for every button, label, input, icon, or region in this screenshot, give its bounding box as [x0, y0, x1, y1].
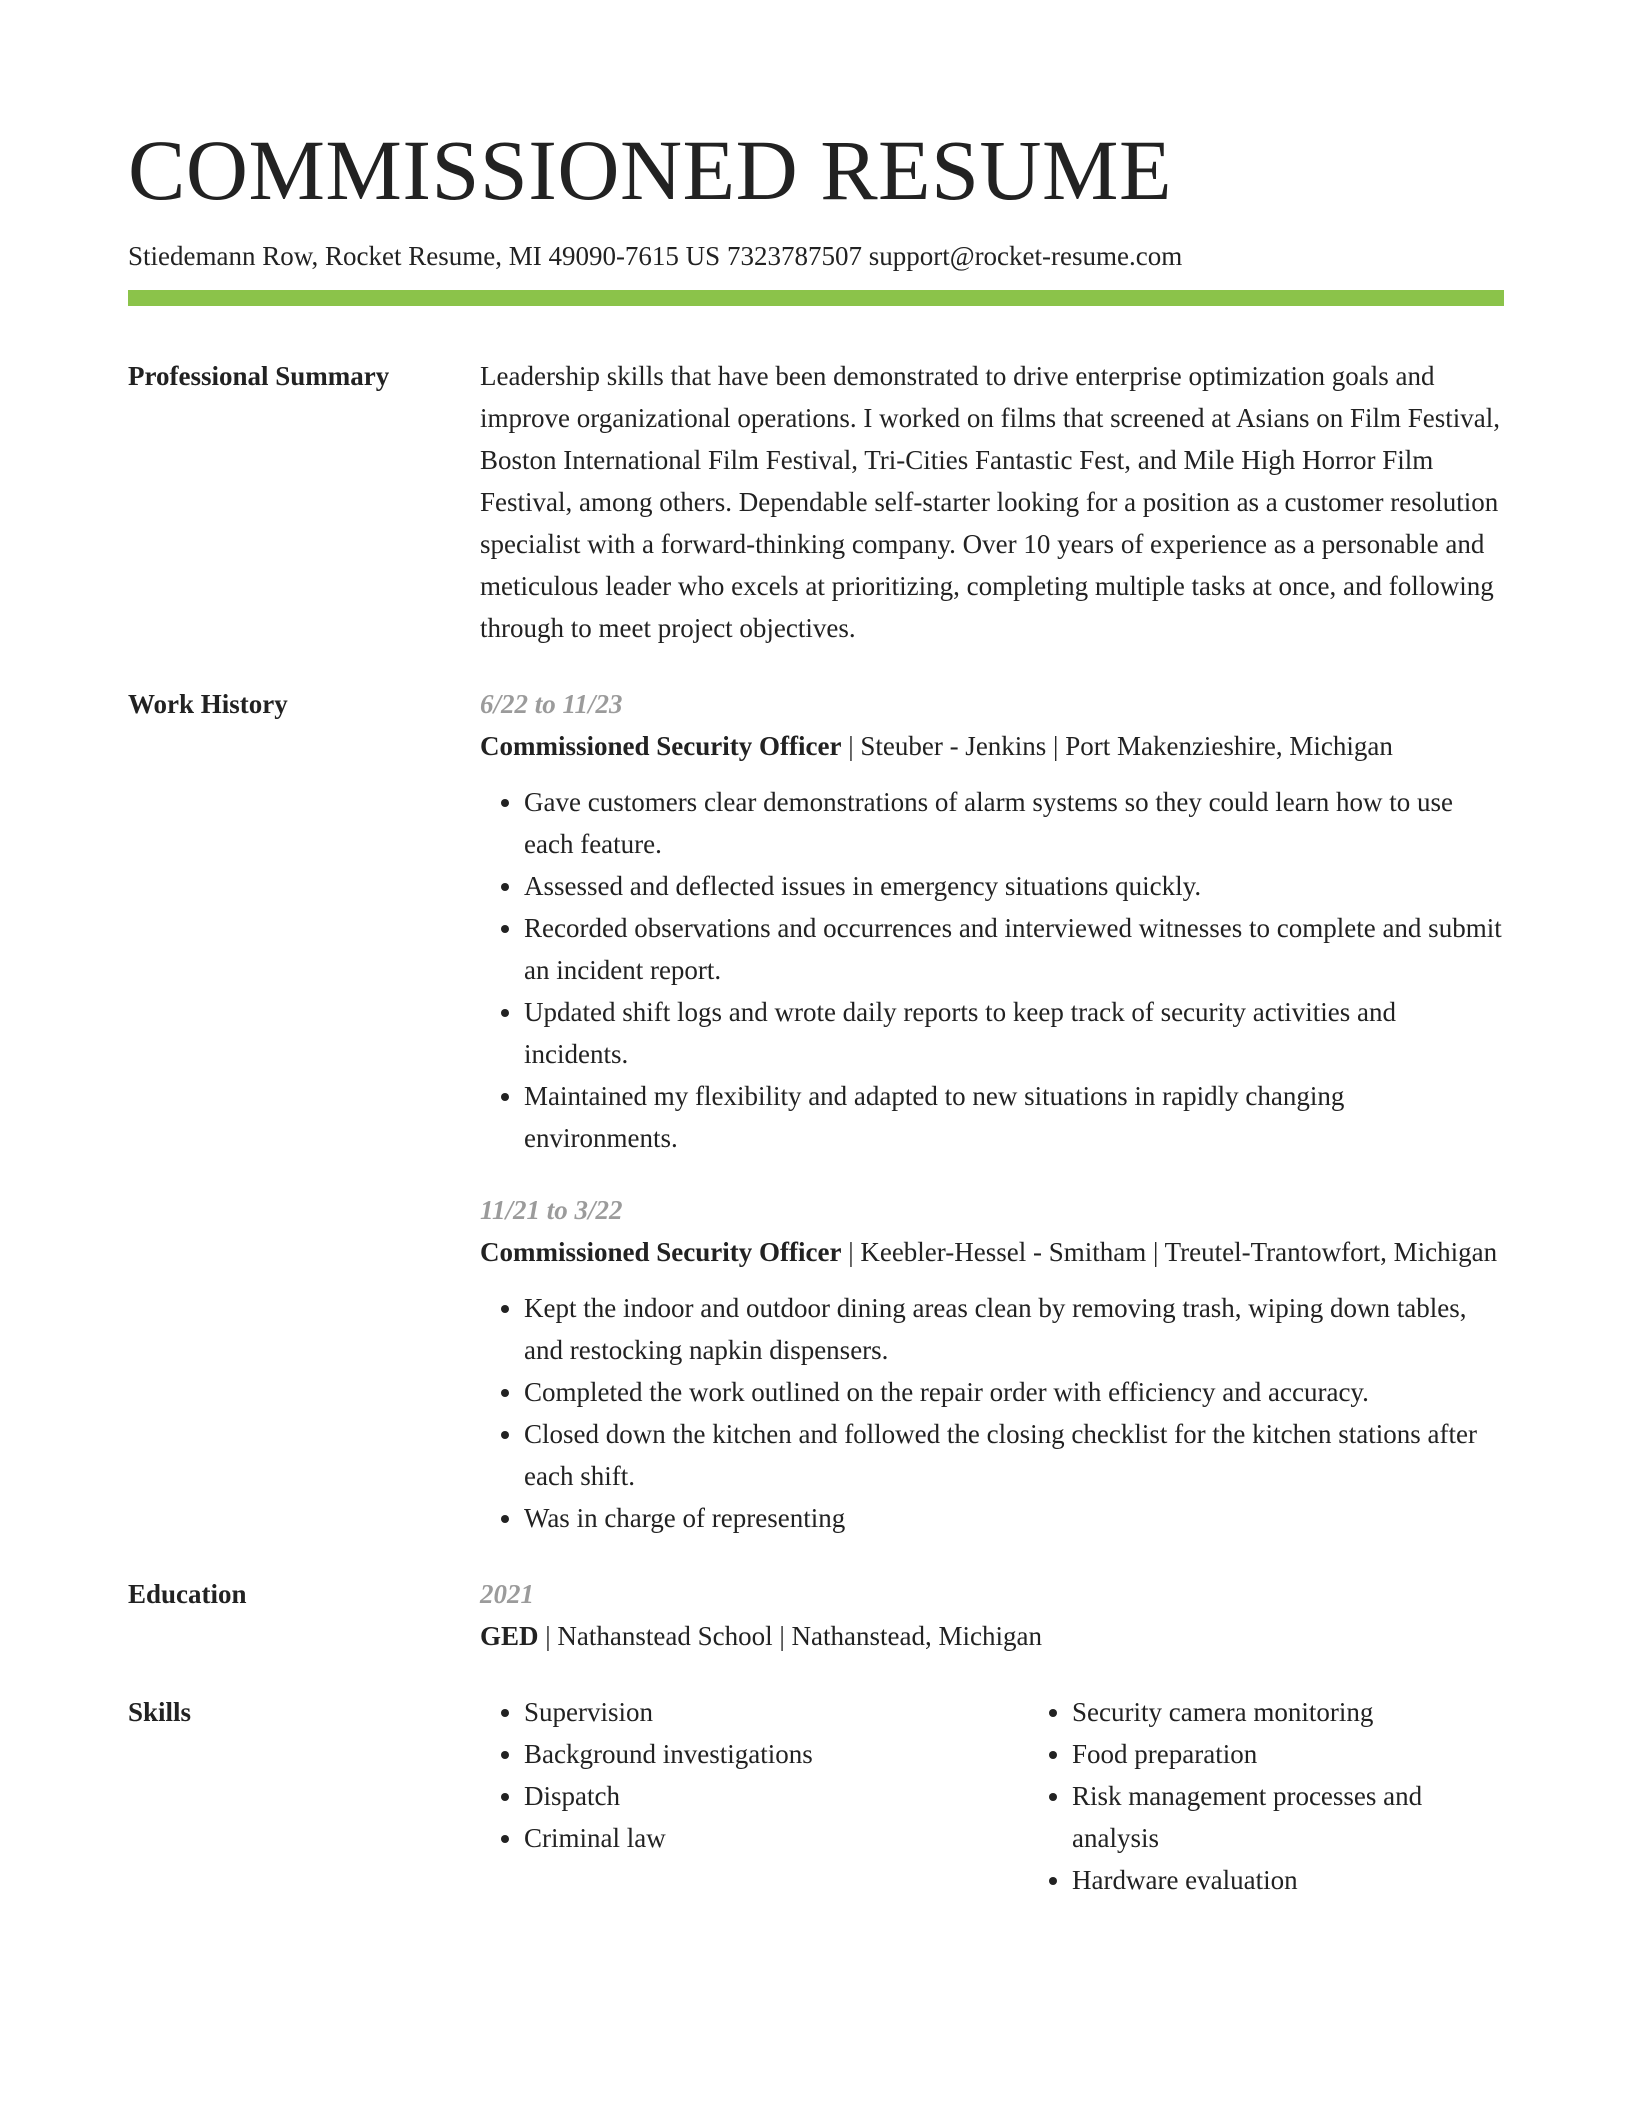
- contact-phone: 7323787507: [726, 241, 862, 271]
- contact-email: support@rocket-resume.com: [868, 241, 1183, 271]
- skill-item: • Hardware evaluation: [1072, 1859, 1504, 1901]
- skill-item: • Supervision: [524, 1691, 1028, 1733]
- summary-heading: Professional Summary: [128, 361, 390, 391]
- job-bullet: • Gave customers clear demonstrations of alarm systems so they could learn how to use each feature.: [524, 781, 1504, 865]
- job-bullet: • Updated shift logs and wrote daily reports to keep track of security activities and incidents.: [524, 991, 1504, 1075]
- job-bullet: • Maintained my flexibility and adapted to new situations in rapidly changing environments.: [524, 1075, 1504, 1159]
- job-dates: 6/22 to 11/23: [480, 689, 623, 719]
- job-dates: 11/21 to 3/22: [480, 1195, 623, 1225]
- skill-item: • Security camera monitoring: [1072, 1691, 1504, 1733]
- job-bullet: • Was in charge of representing: [524, 1497, 1504, 1539]
- job-entry: [480, 683, 1504, 1159]
- education-section: [128, 1573, 1504, 1657]
- job-bullet: • Recorded observations and occurrences and interviewed witnesses to complete and submit an incident report.: [524, 907, 1504, 991]
- job-bullet: • Completed the work outlined on the repair order with efficiency and accuracy.: [524, 1371, 1504, 1413]
- work-history-body: [480, 683, 1504, 1539]
- job-bullet: • Closed down the kitchen and followed the closing checklist for the kitchen stations after each shift.: [524, 1413, 1504, 1497]
- skill-item: • Food preparation: [1072, 1733, 1504, 1775]
- skill-item: • Criminal law: [524, 1817, 1028, 1859]
- skill-item: • Risk management processes and analysis: [1072, 1775, 1504, 1859]
- accent-divider: [128, 290, 1504, 306]
- job-title: Commissioned Security Officer: [480, 1237, 842, 1267]
- job-header: [480, 1231, 1504, 1273]
- education-year: 2021: [480, 1579, 534, 1609]
- skill-item: • Dispatch: [524, 1775, 1028, 1817]
- skills-body: [480, 1691, 1504, 1901]
- work-history-heading: Work History: [128, 689, 288, 719]
- summary-section: [128, 355, 1504, 649]
- resume-name: COMMISSIONED RESUME: [128, 122, 1173, 218]
- education-body: [480, 1573, 1504, 1657]
- skills-column-1: [480, 1691, 1028, 1901]
- skills-heading: Skills: [128, 1697, 192, 1727]
- job-bullets: [480, 1287, 1504, 1539]
- work-history-section: [128, 683, 1504, 1539]
- job-details: | Steuber - Jenkins | Port Makenzieshire, Michigan: [841, 731, 1393, 761]
- contact-line: [128, 238, 1504, 274]
- education-line: [480, 1615, 1504, 1657]
- skills-section: [128, 1691, 1504, 1901]
- summary-body: [480, 355, 1504, 649]
- job-title: Commissioned Security Officer: [480, 731, 842, 761]
- education-details: | Nathanstead School | Nathanstead, Michigan: [538, 1621, 1042, 1651]
- job-entry: [480, 1189, 1504, 1539]
- skills-column-2: [1028, 1691, 1504, 1901]
- job-bullets: [480, 781, 1504, 1159]
- education-heading: Education: [128, 1579, 247, 1609]
- job-header: [480, 725, 1504, 767]
- job-details: | Keebler-Hessel - Smitham | Treutel-Trantowfort, Michigan: [841, 1237, 1498, 1267]
- education-degree: GED: [480, 1621, 539, 1651]
- contact-address: Stiedemann Row, Rocket Resume, MI 49090-7615 US: [128, 241, 721, 271]
- job-bullet: • Kept the indoor and outdoor dining areas clean by removing trash, wiping down tables, and restocking napkin dispensers.: [524, 1287, 1504, 1371]
- summary-text: Leadership skills that have been demonstrated to drive enterprise optimization goals and improve organizational operations. I worked on films that screened at Asians on Film Festival, Boston International Film Festival, Tri-Cities Fantastic Fest, and Mile High Horror Film Festival, among others. Dependable self-starter looking for a position as a customer resolution specialist with a forward-thinking company. Over 10 years of experience as a personable and meticulous leader who excels at prioritizing, completing multiple tasks at once, and following through to meet project objectives.: [480, 361, 1501, 643]
- skill-item: • Background investigations: [524, 1733, 1028, 1775]
- job-bullet: • Assessed and deflected issues in emergency situations quickly.: [524, 865, 1504, 907]
